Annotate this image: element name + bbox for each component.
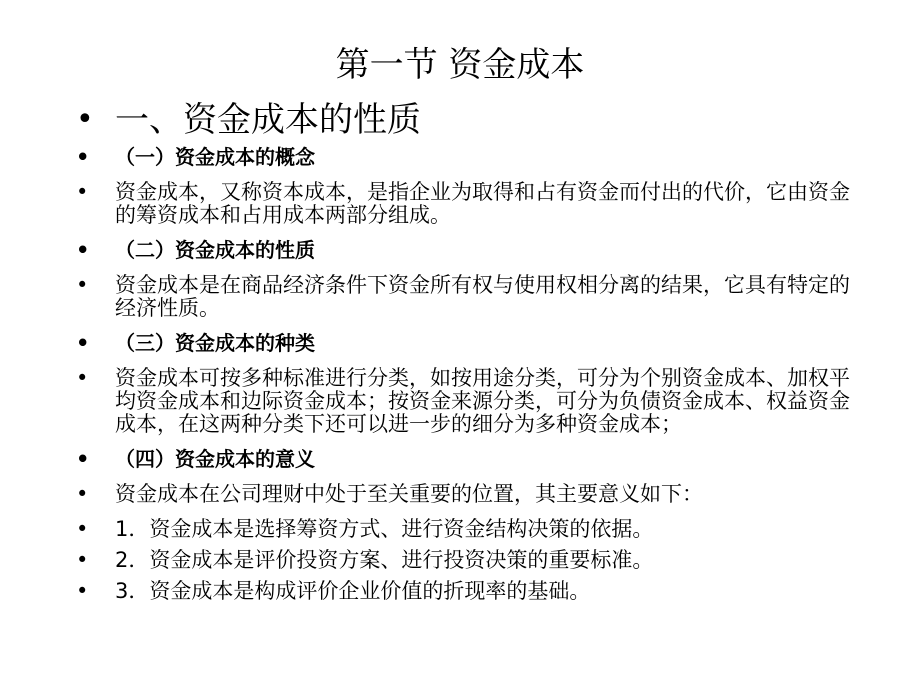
bullet-icon: • [76, 145, 90, 169]
list-item [76, 367, 856, 436]
list-item [76, 518, 856, 541]
slide-title: 第一节 资金成本 [335, 45, 585, 85]
subheading-significance: （四）资金成本的意义 [115, 447, 315, 471]
paragraph-nature: 资金成本是在商品经济条件下资金所有权与使用权相分离的结果，它具有特定的经济性质。 [115, 273, 850, 320]
subheading-nature: （二）资金成本的性质 [115, 238, 315, 262]
list-item [76, 448, 856, 471]
section-heading [76, 96, 876, 144]
section-heading-text: 一、资金成本的性质 [115, 100, 421, 140]
bullet-icon: • [76, 548, 89, 572]
list-item [76, 580, 856, 603]
bullet-icon: • [76, 366, 89, 390]
numbered-point-2: 2．资金成本是评价投资方案、进行投资决策的重要标准。 [115, 548, 654, 572]
bullet-icon: • [76, 273, 89, 297]
numbered-point-1: 1．资金成本是选择筹资方式、进行资金结构决策的依据。 [115, 517, 654, 541]
bullet-list [76, 146, 856, 611]
paragraph-significance: 资金成本在公司理财中处于至关重要的位置，其主要意义如下： [115, 482, 703, 506]
bullet-icon: • [76, 238, 90, 262]
list-item [76, 549, 856, 572]
list-item [76, 239, 856, 262]
list-item [76, 274, 856, 320]
numbered-point-3: 3．资金成本是构成评价企业价值的折现率的基础。 [115, 579, 591, 603]
bullet-icon: • [76, 102, 94, 137]
bullet-icon: • [76, 482, 89, 506]
list-item [76, 483, 856, 506]
list-item [76, 146, 856, 169]
bullet-icon: • [76, 517, 89, 541]
bullet-icon: • [76, 579, 89, 603]
subheading-concept: （一）资金成本的概念 [115, 145, 315, 169]
bullet-icon: • [76, 331, 90, 355]
paragraph-types: 资金成本可按多种标准进行分类，如按用途分类，可分为个别资金成本、加权平均资金成本和边际资金成本；按资金来源分类，可分为负债资金成本、权益资金成本，在这两种分类下还可以进一步的细分为多种资金成本； [115, 366, 850, 436]
list-item [76, 181, 856, 227]
bullet-icon: • [76, 180, 89, 204]
list-item [76, 332, 856, 355]
bullet-icon: • [76, 447, 90, 471]
subheading-types: （三）资金成本的种类 [115, 331, 315, 355]
paragraph-definition: 资金成本，又称资本成本，是指企业为取得和占有资金而付出的代价，它由资金的筹资成本和占用成本两部分组成。 [115, 180, 850, 227]
